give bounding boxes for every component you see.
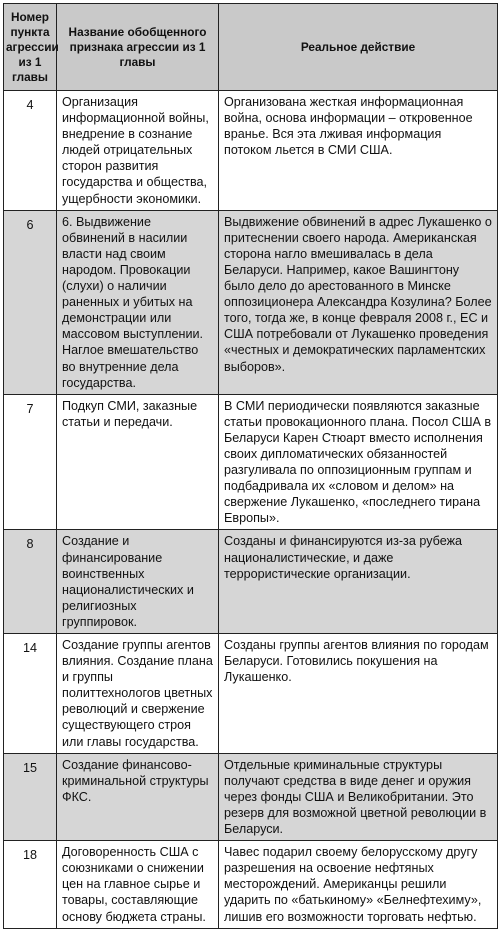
row-real-action: Отдельные криминальные структуры получают средства в виде денег и оружия через фонды США и Великобритании. Это резерв для возможной цветной революции в Беларуси. xyxy=(219,753,498,840)
table-row xyxy=(4,634,498,754)
row-number: 14 xyxy=(4,634,57,754)
row-real-action: Организована жесткая информационная война, основа информации – откровенное вранье. Вся эта лживая информация потоком льется в СМИ США. xyxy=(219,91,498,211)
row-number: 7 xyxy=(4,394,57,530)
header-number: Номер пункта агрессии из 1 главы xyxy=(4,4,57,91)
table-header-row xyxy=(4,4,498,91)
document-page xyxy=(3,3,497,929)
table-row xyxy=(4,91,498,211)
row-number: 6 xyxy=(4,210,57,394)
row-real-action: В СМИ периодически появляются заказные статьи провокационного плана. Посол США в Беларуси Карен Стюарт вместо исполнения своих дипломатических обязанностей разгуливала по оппозиционным группам и подбадривала их «словом и делом» на свержение Лукашенко, «последнего тирана Европы». xyxy=(219,394,498,530)
table-row xyxy=(4,530,498,634)
row-aggression-name: Организация информационной войны, внедрение в сознание людей отрицательных сторон развития государства и общества, ущербности экономики. xyxy=(57,91,219,211)
row-number: 8 xyxy=(4,530,57,634)
row-real-action: Чавес подарил своему белорусскому другу разрешения на освоение нефтяных месторождений. Американцы решили ударить по «батькиному» «Белнефтехиму», лишив его возможности торговать нефтью. xyxy=(219,841,498,928)
aggression-table xyxy=(3,3,498,929)
row-aggression-name: Создание финансово-криминальной структуры ФКС. xyxy=(57,753,219,840)
row-real-action: Созданы группы агентов влияния по городам Беларуси. Готовились покушения на Лукашенко. xyxy=(219,634,498,754)
table-row xyxy=(4,841,498,928)
table-row xyxy=(4,210,498,394)
row-number: 4 xyxy=(4,91,57,211)
row-real-action: Выдвижение обвинений в адрес Лукашенко о притеснении своего народа. Американская сторона нагло вмешивалась в дела Беларуси. Например, какое Вашингтону было дело до арестованного в Минске оппозиционера Александра Козулина? Более того, тогда же, в конце февраля 2008 г., ЕС и США потребовали от Лукашенко проведения «честных и демократических парламентских выборов». xyxy=(219,210,498,394)
row-aggression-name: Создание и финансирование воинственных националистических и религиозных группировок. xyxy=(57,530,219,634)
row-aggression-name: Создание группы агентов влияния. Создание плана и группы политтехнологов цветных революций и свержение существующего строя или главы государства. xyxy=(57,634,219,754)
header-name: Название обобщенного признака агрессии из 1 главы xyxy=(57,4,219,91)
row-aggression-name: Договоренность США с союзниками о снижении цен на главное сырье и товары, составляющие основу бюджета страны. xyxy=(57,841,219,928)
row-number: 18 xyxy=(4,841,57,928)
row-number: 15 xyxy=(4,753,57,840)
row-aggression-name: 6. Выдвижение обвинений в насилии власти над своим народом. Провокации (слухи) о наличии раненных и убитых на демонстрации или массовом выступлении. Наглое вмешательство во внутренние дела государства. xyxy=(57,210,219,394)
row-aggression-name: Подкуп СМИ, заказные статьи и передачи. xyxy=(57,394,219,530)
table-row xyxy=(4,394,498,530)
table-row xyxy=(4,753,498,840)
header-action: Реальное действие xyxy=(219,4,498,91)
row-real-action: Созданы и финансируются из-за рубежа националистические, и даже террористические организации. xyxy=(219,530,498,634)
